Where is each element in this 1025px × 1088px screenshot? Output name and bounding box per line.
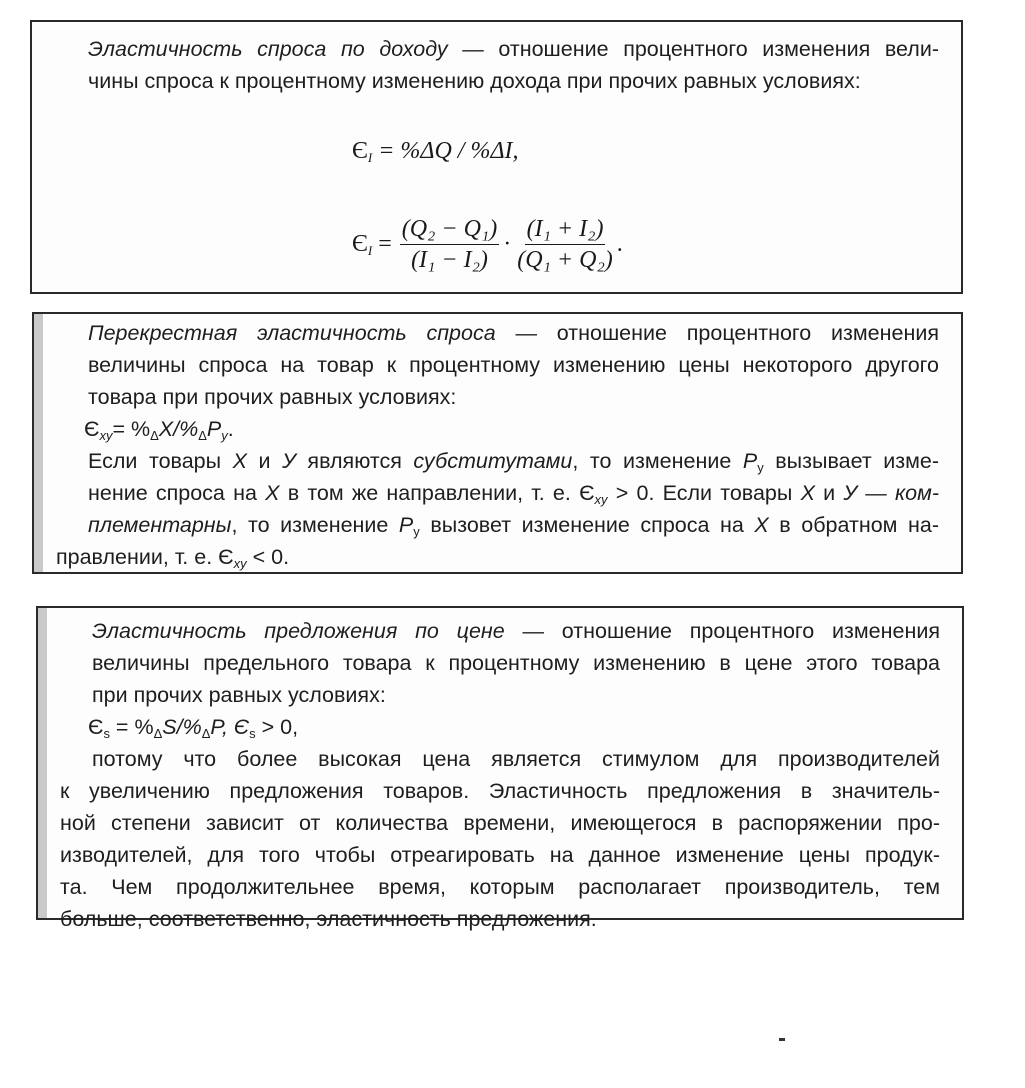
cross-elasticity-box xyxy=(32,312,963,574)
page-mark xyxy=(779,1038,785,1041)
fraction-income-over-quantity: $\frac{\text{(I₁ + I₂)}}{\text{(Q₁ + Q₂)}}$ xyxy=(517,216,613,273)
supply-elasticity-term: Эластичность предложения по цене xyxy=(92,619,505,643)
supply-elasticity-box xyxy=(36,606,964,931)
income-elasticity-formula-1: $Є_I = \%\Delta Q / \%\Delta I$, xyxy=(352,138,519,165)
cross-elasticity-term: Перекрестная эластичность спроса xyxy=(88,321,496,345)
cross-elasticity-formula: $Є_{xy}= \%_\Delta X/\%_\Delta P_y$. xyxy=(84,417,234,443)
supply-elasticity-definition: Эластичность предложения по цене — отношение процентного изменения величины предельного товара к процентному изменению в цене этого товара при прочих равных условиях: xyxy=(92,619,940,707)
income-elasticity-box xyxy=(30,20,963,294)
supply-elasticity-explanation: потому что более высокая цена является стимулом для производителей к увеличению предложения товаров. Эластичность предложения в значитель- ной степени зависит от количества времени, имеющегося в распоряжении про- изводителей, для того чтобы отреагировать на данное изменение цены продук- та. Чем продолжительнее время, которым располагает производитель, тем больше, соответственно, эластичность предложения. xyxy=(60,747,940,931)
income-elasticity-formula-2: $Є_I$ = $\frac{\text{(Q₂ − Q₁)}}{\text{(I₁ − I₂)}}$ · $\frac{\text{(I₁ + I₂)}}{\text{(Q₁ + Q₂)}}$ . xyxy=(352,216,623,273)
supply-elasticity-formula: $Є_s = \%_\Delta S/\%_\Delta P$, $Є_s > 0$, xyxy=(88,715,299,741)
income-elasticity-definition: Эластичность спроса по доходу — отношение процентного изменения вели- чины спроса к процентному изменению дохода при прочих равных условиях: xyxy=(88,37,940,93)
fraction-quantity-over-income: $\frac{\text{(Q₂ − Q₁)}}{\text{(I₁ − I₂)}}$ xyxy=(401,216,498,273)
cross-elasticity-explanation: Если товары X и У являются субститутами, то изменение $P_y$ вызывает изме- нение спроса на X в том же направлении, т. е. $Є_{xy} > 0$. Если товары X и У — ком- плементарны, то изменение $P_y$ вызовет изменение спроса на X в обратном на- правлении, т. е. $Є_{xy} < 0$. xyxy=(56,449,940,571)
income-elasticity-term: Эластичность спроса по доходу xyxy=(88,37,448,61)
cross-elasticity-definition: Перекрестная эластичность спроса — отношение процентного изменения величины спроса на товар к процентному изменению цены некоторого другого товара при прочих равных условиях: xyxy=(88,321,939,409)
